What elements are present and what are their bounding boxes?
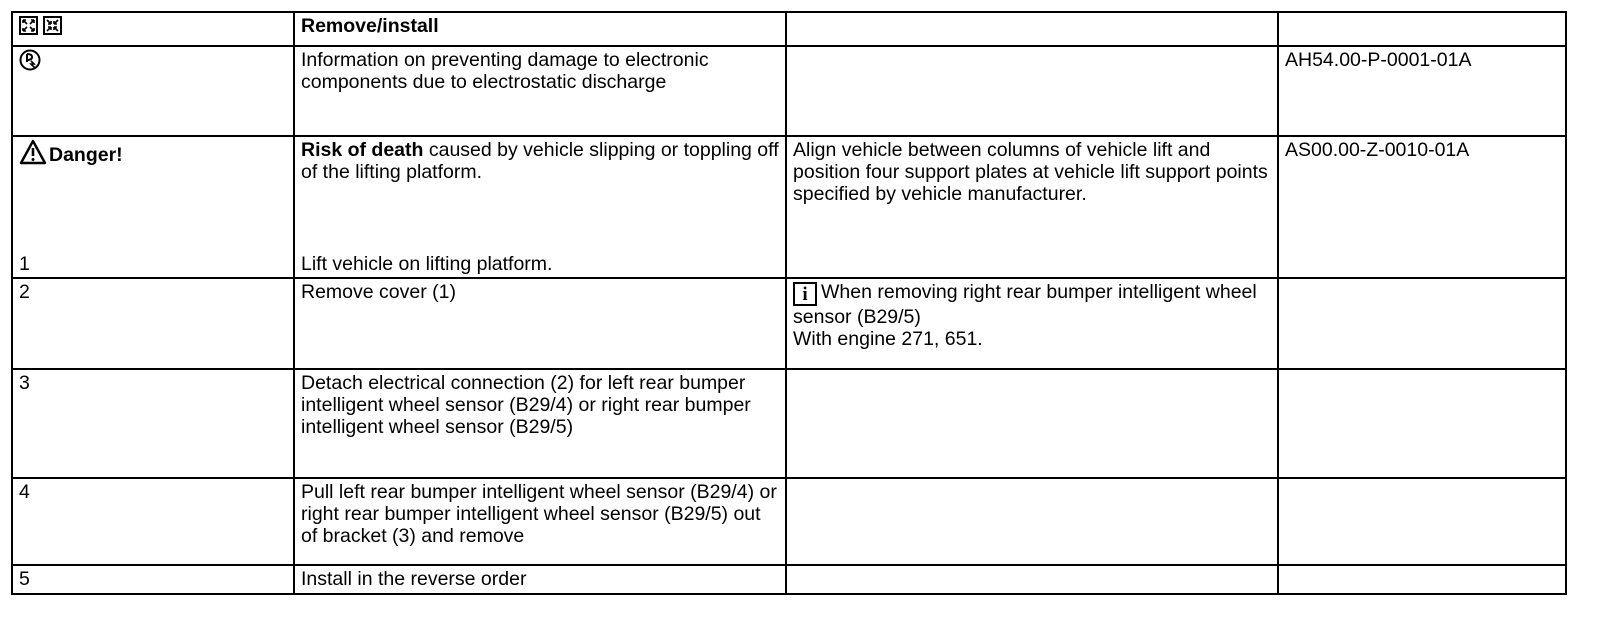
esd-text: Information on preventing damage to electronic components due to electrostatic discharge bbox=[294, 46, 786, 136]
step-empty-cell bbox=[786, 478, 1278, 565]
procedure-table bbox=[11, 11, 1567, 595]
header-empty-cell bbox=[1278, 12, 1566, 46]
step-note-cell bbox=[786, 278, 1278, 369]
step-empty-cell bbox=[1278, 369, 1566, 478]
table-row bbox=[12, 478, 1566, 565]
remove-icon bbox=[19, 16, 38, 35]
step-text: Remove cover (1) bbox=[294, 278, 786, 369]
info-icon: i bbox=[793, 282, 817, 306]
header-empty-cell bbox=[786, 12, 1278, 46]
header-icons-cell bbox=[12, 12, 294, 46]
danger-label: Danger! bbox=[49, 144, 123, 166]
step-number: 5 bbox=[12, 565, 294, 594]
esd-icon-cell bbox=[12, 46, 294, 136]
step-text: Pull left rear bumper intelligent wheel sensor (B29/4) or right rear bumper intelligent wheel sensor (B29/5) out of bracket (3) and remove bbox=[294, 478, 786, 565]
esd-reference[interactable]: AH54.00-P-0001-01A bbox=[1278, 46, 1566, 136]
risk-text: Risk of death caused by vehicle slipping or toppling off of the lifting platform. bbox=[301, 139, 779, 183]
step-empty-cell bbox=[1278, 278, 1566, 369]
step-text: Install in the reverse order bbox=[294, 565, 786, 594]
step-empty-cell bbox=[786, 565, 1278, 594]
esd-icon bbox=[19, 49, 41, 71]
danger-text-cell bbox=[294, 136, 786, 278]
table-row bbox=[12, 278, 1566, 369]
step-text: Detach electrical connection (2) for left rear bumper intelligent wheel sensor (B29/4) or right rear bumper intelligent wheel sensor (B29/5) bbox=[294, 369, 786, 478]
step-empty-cell bbox=[1278, 565, 1566, 594]
table-row bbox=[12, 369, 1566, 478]
table-row bbox=[12, 12, 1566, 46]
step-note: When removing right rear bumper intelligent wheel sensor (B29/5) With engine 271, 651. bbox=[793, 281, 1257, 350]
table-row bbox=[12, 565, 1566, 594]
risk-bold: Risk of death bbox=[301, 139, 424, 161]
danger-cell bbox=[12, 136, 294, 278]
step-empty-cell bbox=[1278, 478, 1566, 565]
danger-reference[interactable]: AS00.00-Z-0010-01A bbox=[1278, 136, 1566, 278]
step-number: 2 bbox=[12, 278, 294, 369]
step-empty-cell bbox=[786, 369, 1278, 478]
table-row bbox=[12, 46, 1566, 136]
step-number: 3 bbox=[12, 369, 294, 478]
table-row bbox=[12, 136, 1566, 278]
step-text: Lift vehicle on lifting platform. bbox=[301, 253, 553, 275]
step-number: 1 bbox=[19, 253, 30, 275]
warning-triangle-icon bbox=[19, 139, 47, 165]
esd-empty-cell bbox=[786, 46, 1278, 136]
install-icon bbox=[43, 16, 62, 35]
step-number: 4 bbox=[12, 478, 294, 565]
header-title: Remove/install bbox=[294, 12, 786, 46]
danger-note: Align vehicle between columns of vehicle lift and position four support plates at vehicle lift support points specified by vehicle manufacturer. bbox=[786, 136, 1278, 278]
